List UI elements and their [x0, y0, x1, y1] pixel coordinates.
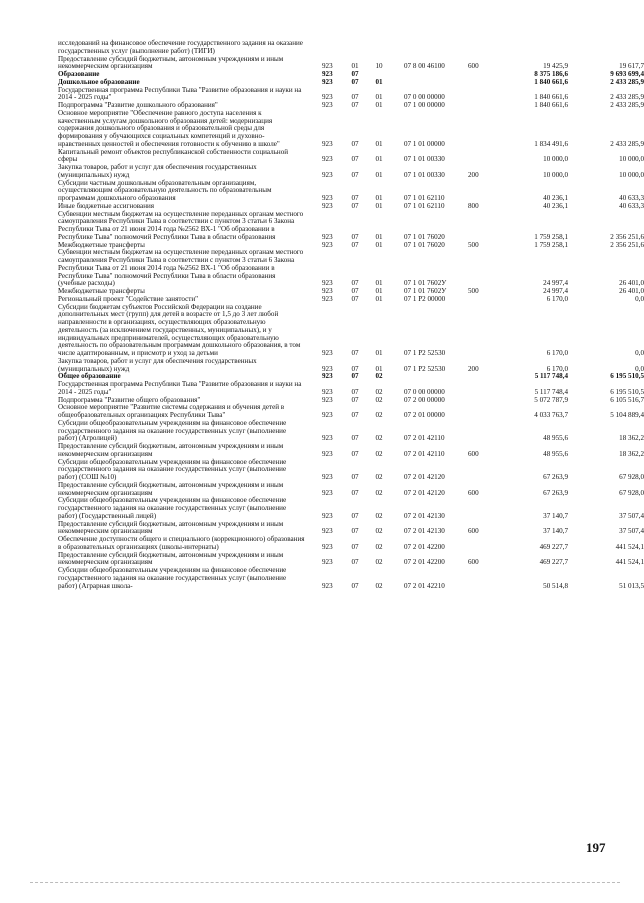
cell-amount-year-2: 18 362,2	[619, 449, 644, 458]
cell-target-article: 07 1 P2 00000	[404, 294, 446, 303]
cell-ved: 923	[322, 194, 333, 202]
cell-subsection: 01	[375, 201, 383, 210]
cell-amount-year-1: 4 033 763,7	[534, 411, 568, 419]
row-name: Закупка товаров, работ и услуг для обеспечения государственных (муниципальных) нужд	[58, 356, 257, 373]
cell-ved: 923	[322, 488, 333, 497]
cell-ved: 923	[322, 279, 333, 288]
cell-target-article: 07 1 01 7602У	[404, 279, 447, 288]
cell-subsection: 01	[375, 194, 383, 202]
cell-amount-year-1: 5 117 748,4	[534, 372, 568, 381]
cell-amount-year-1: 1 834 491,6	[534, 139, 568, 148]
cell-section: 07	[351, 511, 359, 520]
cell-subsection: 01	[375, 232, 383, 241]
cell-target-article: 07 2 01 42110	[404, 434, 445, 443]
cell-expense-type: 600	[468, 558, 479, 567]
cell-amount-year-1: 8 375 186,6	[534, 70, 568, 78]
table-row	[58, 85, 644, 103]
row-name: Иные бюджетные ассигнования	[58, 201, 155, 210]
cell-amount-year-2: 2 356 251,6	[610, 232, 644, 241]
row-name: Общее образование	[58, 372, 121, 381]
cell-section: 07	[351, 232, 359, 241]
cell-amount-year-2: 2 433 285,9	[610, 77, 644, 86]
cell-section: 07	[351, 434, 359, 443]
cell-expense-type: 600	[468, 488, 479, 497]
row-name: Основное мероприятие "Развитие системы содержания и обучения детей в общеобразовательных организациях Республики Тыва"	[58, 403, 285, 419]
cell-subsection: 01	[375, 155, 383, 164]
cell-amount-year-1: 48 955,6	[543, 434, 568, 443]
row-name: Субсидии общеобразовательным учреждениям на финансовое обеспечение государственного задания на оказание государственных услуг (выполнение работ) (Аграрная школа-	[58, 566, 287, 590]
cell-amount-year-2: 10 000,0	[619, 155, 644, 164]
cell-amount-year-1: 40 236,1	[543, 201, 568, 210]
cell-subsection: 02	[375, 581, 383, 590]
cell-subsection: 01	[375, 101, 383, 109]
cell-section: 07	[351, 170, 359, 179]
cell-subsection: 01	[375, 349, 383, 357]
budget-table	[58, 39, 644, 590]
cell-ved: 923	[322, 232, 333, 241]
cell-target-article: 07 2 01 42130	[404, 527, 445, 536]
cell-amount-year-1: 469 227,7	[539, 542, 568, 551]
cell-subsection: 02	[375, 449, 383, 458]
cell-section: 07	[351, 101, 359, 109]
cell-amount-year-2: 5 104 889,4	[610, 411, 644, 419]
cell-section: 07	[351, 279, 359, 288]
cell-ved: 923	[322, 287, 333, 295]
table-row	[58, 496, 644, 520]
cell-ved: 923	[322, 294, 333, 303]
cell-target-article: 07 1 P2 52530	[404, 364, 446, 373]
cell-amount-year-1: 1 840 661,6	[534, 93, 568, 102]
cell-section: 07	[351, 449, 359, 458]
cell-target-article: 07 2 01 42130	[404, 511, 445, 520]
cell-section: 07	[351, 527, 359, 536]
table-row	[58, 209, 644, 242]
row-name: Капитальный ремонт объектов республиканской собственности социальной сферы	[58, 147, 289, 164]
row-name: Государственная программа Республики Тыва "Развитие образования и науки на 2014 - 2025 годы"	[58, 380, 302, 396]
row-name: Субсидии частным дошкольным образовательным организациям, осуществляющим образовательную деятельность по образовательным программам дошкольного образования	[58, 178, 272, 202]
cell-section: 07	[351, 542, 359, 551]
cell-target-article: 07 1 01 7602У	[404, 287, 447, 295]
cell-amount-year-1: 10 000,0	[543, 155, 568, 164]
cell-section: 07	[351, 581, 359, 590]
cell-amount-year-1: 67 263,9	[543, 473, 568, 481]
table-row	[58, 380, 644, 397]
cell-section: 07	[351, 70, 359, 78]
cell-ved: 923	[322, 511, 333, 520]
cell-amount-year-1: 469 227,7	[539, 558, 568, 567]
table-row	[58, 403, 644, 420]
cell-amount-year-1: 1 840 661,6	[534, 77, 568, 86]
cell-subsection: 01	[375, 294, 383, 303]
table-row	[58, 519, 644, 537]
row-name: Субсидии бюджетам субъектов Российской Федерации на создание дополнительных мест (групп) для детей в возрасте от 1,5 до 3 лет любой направленности в организациях, осуществляющих образовательную деятельность (за исключением государственных, муниципальных), и у индивидуальных предпринимателей, осуществляющих образовательную деятельность по образовательным программам дошкольного образования, в том числе адаптированным, и присмотр и уход за детьми	[58, 302, 301, 357]
cell-section: 07	[351, 155, 359, 164]
cell-subsection: 02	[375, 387, 383, 396]
row-name: Подпрограмма "Развитие общего образования"	[58, 395, 201, 404]
cell-amount-year-2: 51 013,5	[619, 581, 644, 590]
table-row	[58, 54, 644, 72]
cell-ved: 923	[322, 364, 333, 373]
cell-ved: 923	[322, 473, 333, 481]
table-row	[58, 178, 644, 203]
cell-section: 07	[351, 240, 359, 249]
cell-section: 07	[351, 387, 359, 396]
row-name: Региональный проект "Содействие занятости"	[58, 294, 199, 303]
cell-target-article: 07 1 01 62110	[404, 194, 445, 202]
cell-amount-year-2: 40 633,3	[619, 201, 644, 210]
cell-subsection: 02	[375, 558, 383, 567]
cell-target-article: 07 2 01 00000	[404, 411, 445, 419]
cell-expense-type: 800	[468, 201, 479, 210]
table-row	[58, 457, 644, 482]
cell-ved: 923	[322, 70, 333, 78]
cell-subsection: 02	[375, 473, 383, 481]
cell-ved: 923	[322, 349, 333, 357]
cell-section: 07	[351, 411, 359, 419]
cell-subsection: 01	[375, 364, 383, 373]
row-name: Предоставление субсидий бюджетным, автономным учреждениям и иным некоммерческим организациям	[58, 442, 284, 458]
cell-amount-year-2: 2 433 285,9	[610, 93, 644, 102]
row-name: Субвенции местным бюджетам на осуществление переданных органам местного самоуправления Республики Тыва в соответствии с пунктом 3 статьи 6 Закона Республики Тыва от 21 июня 2014 года №2562 ВХ-1 "Об образовании в Республике Тыва" полномочий Республики Тыва в области образования (учебные расходы)	[58, 248, 304, 288]
cell-expense-type: 200	[468, 364, 479, 373]
row-name: Предоставление субсидий бюджетным, автономным учреждениям и иным некоммерческим организациям	[58, 519, 284, 536]
cell-amount-year-2: 67 928,0	[619, 488, 644, 497]
cell-section: 07	[351, 558, 359, 567]
cell-target-article: 07 1 01 76020	[404, 232, 445, 241]
cell-amount-year-2: 37 507,4	[619, 511, 644, 520]
cell-subsection: 02	[375, 411, 383, 419]
cell-ved: 923	[322, 155, 333, 164]
row-name: исследований на финансовое обеспечение государственного задания на оказание государственных услуг (выполнение работ) (ТИГИ)	[58, 39, 303, 55]
cell-ved: 923	[322, 93, 333, 102]
row-name: Субвенции местным бюджетам на осуществление переданных органам местного самоуправления Республики Тыва в соответствии с пунктом 3 статьи 6 Закона Республики Тыва от 21 июня 2014 года №2562 ВХ-1 "Об образовании в Республике Тыва" полномочий Республики Тыва в области образования	[58, 209, 304, 241]
cell-amount-year-2: 10 000,0	[619, 170, 644, 179]
cell-amount-year-2: 26 401,0	[619, 279, 644, 288]
cell-section: 07	[351, 488, 359, 497]
cell-target-article: 07 8 00 46100	[404, 62, 445, 71]
table-row	[58, 418, 644, 443]
cell-amount-year-2: 0,0	[635, 349, 644, 357]
cell-subsection: 01	[375, 240, 383, 249]
cell-subsection: 02	[375, 542, 383, 551]
cell-ved: 923	[322, 434, 333, 443]
cell-subsection: 02	[375, 395, 383, 404]
cell-amount-year-1: 1 840 661,6	[534, 101, 568, 109]
page-bottom-edge	[30, 882, 620, 883]
cell-ved: 923	[322, 581, 333, 590]
cell-ved: 923	[322, 101, 333, 109]
row-name: Закупка товаров, работ и услуг для обеспечения государственных (муниципальных) нужд	[58, 163, 257, 179]
table-row	[58, 163, 644, 180]
cell-expense-type: 600	[468, 449, 479, 458]
cell-amount-year-2: 6 105 516,7	[610, 395, 644, 404]
cell-section: 07	[351, 77, 359, 86]
cell-expense-type: 200	[468, 170, 479, 179]
row-name: Предоставление субсидий бюджетным, автономным учреждениям и иным некоммерческим организациям	[58, 54, 284, 71]
cell-ved: 923	[322, 542, 333, 551]
cell-target-article: 07 2 01 42200	[404, 558, 445, 567]
cell-target-article: 07 1 01 76020	[404, 240, 445, 249]
cell-amount-year-1: 37 140,7	[543, 527, 568, 536]
cell-amount-year-2: 26 401,0	[619, 287, 644, 295]
row-name: Подпрограмма "Развитие дошкольного образования"	[58, 101, 218, 109]
cell-ved: 923	[322, 395, 333, 404]
cell-section: 07	[351, 201, 359, 210]
cell-ved: 923	[322, 77, 333, 86]
row-name: Обеспечение доступности общего и специального (коррекционного) образования в образовательных организациях (школы-интернаты)	[58, 535, 305, 551]
cell-target-article: 07 1 01 00330	[404, 170, 445, 179]
table-row	[58, 147, 644, 165]
cell-subsection: 01	[375, 287, 383, 295]
cell-amount-year-1: 24 997,4	[543, 287, 568, 295]
cell-subsection: 01	[375, 279, 383, 288]
cell-amount-year-1: 19 425,9	[543, 62, 568, 71]
table-row	[58, 108, 644, 149]
cell-amount-year-2: 2 433 285,9	[610, 139, 644, 148]
cell-section: 07	[351, 473, 359, 481]
cell-amount-year-2: 6 195 510,5	[610, 372, 644, 381]
cell-amount-year-1: 6 170,0	[546, 364, 568, 373]
table-row	[58, 480, 644, 498]
cell-amount-year-1: 1 759 258,1	[534, 240, 568, 249]
cell-subsection: 01	[375, 77, 383, 86]
cell-subsection: 01	[375, 139, 383, 148]
table-row	[58, 442, 644, 459]
cell-target-article: 07 2 01 42210	[404, 581, 445, 590]
cell-amount-year-2: 0,0	[635, 294, 644, 303]
cell-expense-type: 500	[468, 240, 479, 249]
cell-amount-year-1: 6 170,0	[546, 349, 568, 357]
cell-subsection: 01	[375, 93, 383, 102]
cell-amount-year-2: 18 362,2	[619, 434, 644, 443]
row-name: Дошкольное образование	[58, 77, 140, 86]
table-row	[58, 302, 644, 358]
table-row	[58, 248, 644, 288]
table-row	[58, 356, 644, 374]
cell-section: 07	[351, 395, 359, 404]
cell-amount-year-2: 19 617,7	[619, 62, 644, 71]
cell-ved: 923	[322, 527, 333, 536]
row-name: Межбюджетные трансферты	[58, 240, 145, 249]
cell-ved: 923	[322, 387, 333, 396]
cell-section: 01	[351, 62, 359, 71]
cell-target-article: 07 1 P2 52530	[404, 349, 446, 357]
row-name: Предоставление субсидий бюджетным, автономным учреждениям и иным некоммерческим организациям	[58, 550, 284, 567]
cell-subsection: 02	[375, 434, 383, 443]
cell-target-article: 07 2 00 00000	[404, 395, 445, 404]
cell-target-article: 07 2 01 42120	[404, 488, 445, 497]
cell-ved: 923	[322, 170, 333, 179]
page-number: 197	[586, 840, 606, 855]
cell-section: 07	[351, 349, 359, 357]
cell-amount-year-1: 40 236,1	[543, 194, 568, 202]
cell-subsection: 02	[375, 372, 383, 381]
cell-amount-year-2: 2 433 285,9	[610, 101, 644, 109]
row-name: Предоставление субсидий бюджетным, автономным учреждениям и иным некоммерческим организациям	[58, 480, 284, 497]
table-row	[58, 550, 644, 568]
cell-amount-year-2: 441 524,1	[615, 542, 644, 551]
table-row	[58, 40, 618, 56]
cell-amount-year-2: 6 195 510,5	[610, 387, 644, 396]
cell-target-article: 07 1 01 62110	[404, 201, 445, 210]
cell-amount-year-1: 50 514,8	[543, 581, 568, 590]
cell-ved: 923	[322, 411, 333, 419]
cell-amount-year-1: 37 140,7	[543, 511, 568, 520]
cell-ved: 923	[322, 62, 333, 71]
cell-section: 07	[351, 93, 359, 102]
row-name: Межбюджетные трансферты	[58, 287, 145, 295]
cell-target-article: 07 2 01 42110	[404, 449, 445, 458]
cell-ved: 923	[322, 201, 333, 210]
row-name: Субсидии общеобразовательным учреждениям на финансовое обеспечение государственного задания на оказание государственных услуг (выполнение работ) (Агролицей)	[58, 418, 287, 443]
table-row	[58, 566, 644, 590]
row-name: Основное мероприятие "Обеспечение равного доступа населения к качественным услугам дошкольного образования детей: модернизация содержания дошкольного образования и образовательной среды для формирования у обучающихся социальных компетенций и духовно-нравственных ценностей и обеспечения готовности к обучению в школе"	[58, 108, 280, 148]
cell-amount-year-1: 24 997,4	[543, 279, 568, 288]
cell-amount-year-2: 37 507,4	[619, 527, 644, 536]
cell-subsection: 01	[375, 170, 383, 179]
row-name: Субсидии общеобразовательным учреждениям на финансовое обеспечение государственного задания на оказание государственных услуг (выполнение работ) (Государственный лицей)	[58, 496, 287, 520]
cell-amount-year-1: 6 170,0	[546, 294, 568, 303]
cell-ved: 923	[322, 240, 333, 249]
cell-section: 07	[351, 372, 359, 381]
cell-expense-type: 500	[468, 287, 479, 295]
cell-amount-year-2: 9 693 699,4	[610, 70, 644, 78]
row-name: Субсидии общеобразовательным учреждениям на финансовое обеспечение государственного задания на оказание государственных услуг (выполнение работ) (СОШ №10)	[58, 457, 287, 481]
cell-amount-year-1: 1 759 258,1	[534, 232, 568, 241]
cell-section: 07	[351, 294, 359, 303]
cell-amount-year-1: 48 955,6	[543, 449, 568, 458]
cell-amount-year-2: 0,0	[635, 364, 644, 373]
cell-amount-year-1: 5 072 787,9	[534, 395, 568, 404]
cell-expense-type: 600	[468, 527, 479, 536]
cell-amount-year-2: 40 633,3	[619, 194, 644, 202]
cell-amount-year-1: 10 000,0	[543, 170, 568, 179]
cell-section: 07	[351, 287, 359, 295]
table-row	[58, 535, 644, 552]
row-name: Государственная программа Республики Тыва "Развитие образования и науки на 2014 - 2025 годы"	[58, 85, 302, 102]
cell-subsection: 02	[375, 527, 383, 536]
cell-target-article: 07 0 00 00000	[404, 93, 445, 102]
cell-target-article: 07 0 00 00000	[404, 387, 445, 396]
cell-amount-year-2: 2 356 251,6	[610, 240, 644, 249]
cell-subsection: 02	[375, 511, 383, 520]
row-name: Образование	[58, 70, 100, 78]
cell-expense-type: 600	[468, 62, 479, 71]
cell-section: 07	[351, 194, 359, 202]
cell-subsection: 02	[375, 488, 383, 497]
cell-ved: 923	[322, 449, 333, 458]
cell-ved: 923	[322, 139, 333, 148]
cell-amount-year-2: 67 928,0	[619, 473, 644, 481]
cell-ved: 923	[322, 558, 333, 567]
cell-target-article: 07 1 01 00000	[404, 139, 445, 148]
cell-target-article: 07 1 00 00000	[404, 101, 445, 109]
cell-section: 07	[351, 364, 359, 373]
cell-amount-year-1: 5 117 748,4	[534, 387, 568, 396]
cell-target-article: 07 1 01 00330	[404, 155, 445, 164]
cell-amount-year-1: 67 263,9	[543, 488, 568, 497]
cell-subsection: 10	[375, 62, 383, 71]
cell-section: 07	[351, 139, 359, 148]
cell-amount-year-2: 441 524,1	[615, 558, 644, 567]
cell-target-article: 07 2 01 42200	[404, 542, 445, 551]
cell-ved: 923	[322, 372, 333, 381]
cell-target-article: 07 2 01 42120	[404, 473, 445, 481]
